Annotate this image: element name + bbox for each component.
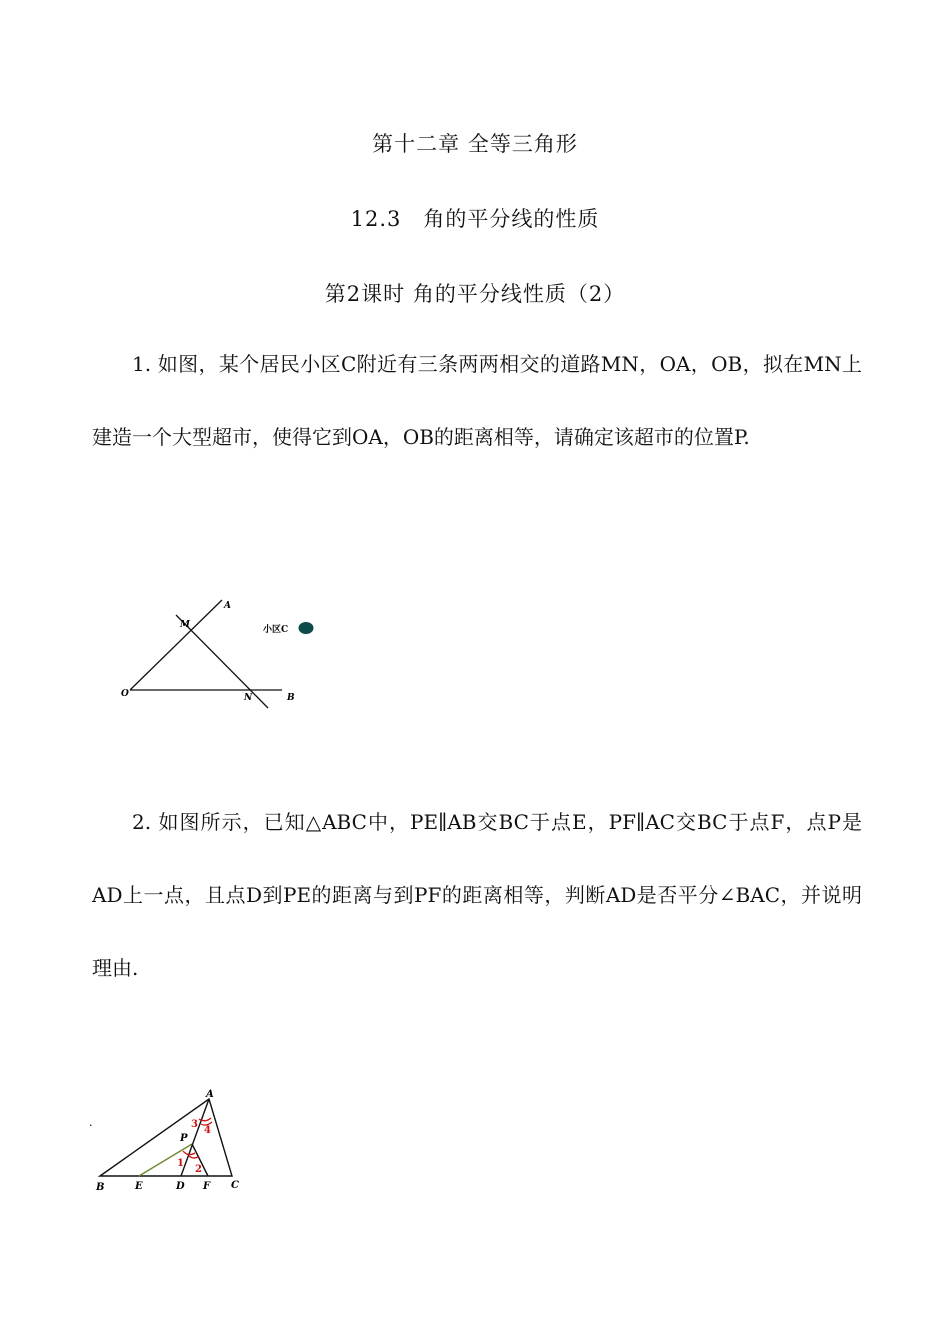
segment-pe <box>139 1144 192 1176</box>
angle-mark-bottom-right <box>189 1156 199 1158</box>
angle-label-3: 3 <box>191 1119 198 1130</box>
label-p: P <box>180 1133 188 1144</box>
angle-label-2: 2 <box>195 1164 202 1175</box>
label-d: D <box>176 1181 185 1192</box>
label-e: E <box>135 1181 143 1192</box>
chapter-title: 第十二章 全等三角形 <box>372 132 578 156</box>
label-a: A <box>224 601 231 611</box>
angle-label-4: 4 <box>204 1125 211 1136</box>
figure-1 <box>110 590 330 715</box>
line-oa <box>130 600 222 690</box>
label-c: C <box>231 1180 239 1191</box>
angle-mark-top-outer <box>199 1118 211 1121</box>
figure-2 <box>84 1084 254 1199</box>
problem-1-text: 1. 如图，某个居民小区C附近有三条两两相交的道路MN，OA，OB，拟在MN上建造一个大型超市，使得它到OA，OB的距离相等，请确定该超市的位置P. <box>92 352 862 449</box>
angle-label-1: 1 <box>177 1158 184 1169</box>
section-title: 12.3 角的平分线的性质 <box>350 207 600 231</box>
stray-dot: . <box>89 1116 93 1129</box>
label-f: F <box>203 1181 211 1192</box>
label-a: A <box>206 1089 214 1100</box>
triangle-abc <box>100 1099 232 1176</box>
district-marker <box>299 622 314 634</box>
label-m: M <box>180 620 190 630</box>
problem-2-text: 2. 如图所示，已知△ABC中，PE∥AB交BC于点E，PF∥AC交BC于点F，点P是AD上一点，且点D到PE的距离与到PF的距离相等，判断AD是否平分∠BAC，并说明理由. <box>92 810 862 980</box>
label-b: B <box>96 1182 105 1193</box>
label-n: N <box>244 693 253 703</box>
label-district: 小区C <box>263 625 289 635</box>
label-b: B <box>287 693 295 703</box>
lesson-title: 第2课时 角的平分线性质（2） <box>324 282 626 306</box>
label-o: O <box>121 689 129 699</box>
